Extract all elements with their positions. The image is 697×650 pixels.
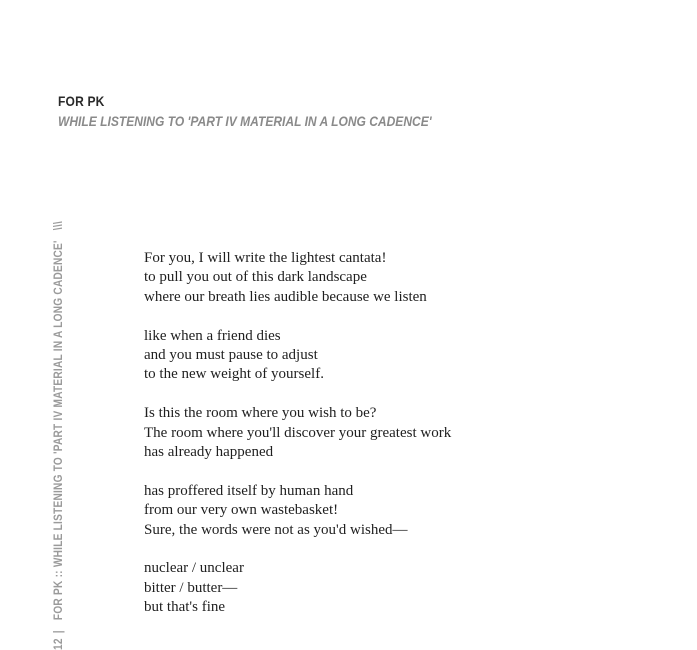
poem-line: Sure, the words were not as you'd wished— [144, 521, 408, 538]
poem-line: has proffered itself by human hand [144, 482, 354, 499]
poem-line: like when a friend dies [144, 327, 281, 344]
poem-line: has already happened [144, 444, 274, 461]
running-head-content [51, 216, 65, 650]
poem-body [144, 249, 451, 618]
poem-line: from our very own wastebasket! [144, 502, 339, 519]
poem-title: FOR PK [58, 93, 105, 109]
poem-line: Is this the room where you wish to be? [144, 405, 377, 422]
running-head-divider: | [51, 630, 65, 634]
running-head [50, 190, 66, 650]
stanza [144, 404, 451, 462]
running-head-end-mark: \\\ [51, 221, 65, 231]
poem-line: nuclear / unclear [144, 560, 244, 577]
poem-line: to the new weight of yourself. [144, 366, 324, 383]
poem-line: bitter / butter— [144, 579, 238, 596]
stanza [144, 327, 451, 385]
stanza [144, 482, 451, 540]
poem-line: but that's fine [144, 599, 226, 616]
poem-line: to pull you out of this dark landscape [144, 269, 367, 286]
stanza [144, 249, 451, 307]
poem-line: where our breath lies audible because we listen [144, 288, 427, 305]
poem-line: For you, I will write the lightest cantata! [144, 250, 387, 266]
poem-line: The room where you'll discover your greatest work [144, 424, 452, 441]
page-number: 12 [51, 638, 65, 650]
running-head-text: FOR PK :: WHILE LISTENING TO 'PART IV MATERIAL IN A LONG CADENCE' [51, 240, 65, 621]
poem-line: and you must pause to adjust [144, 347, 318, 364]
stanza [144, 559, 451, 617]
poem-subtitle: WHILE LISTENING TO 'PART IV MATERIAL IN A LONG CADENCE' [58, 113, 432, 129]
